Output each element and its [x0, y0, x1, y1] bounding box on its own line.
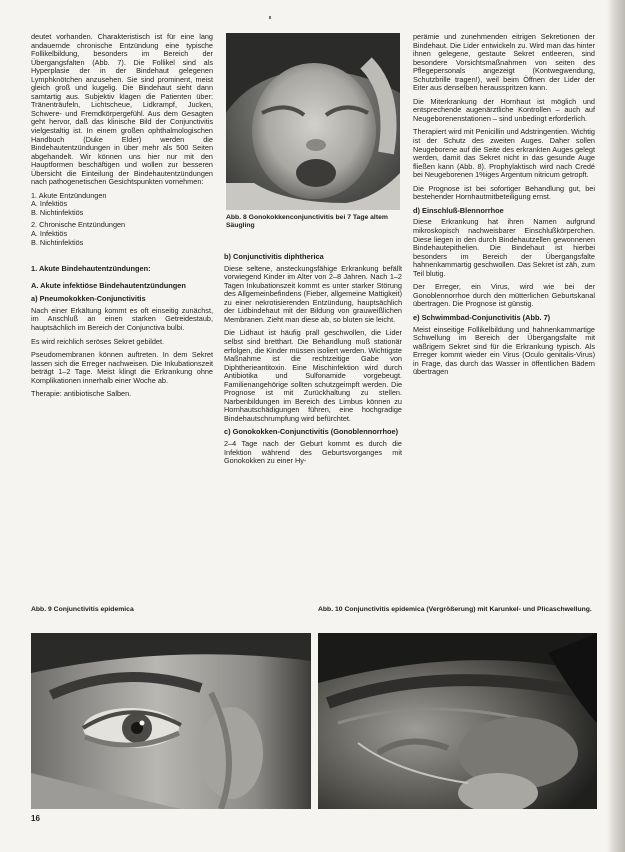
paragraph: Pseudomembranen können auftreten. In dem Sekret lassen sich die Erreger nachweisen. Die Inkubationszeit beträgt 1–2 Tage. Meist klingt die Erkrankung ohne Komplikationen innerhalb einer Woche ab. — [31, 350, 213, 385]
text-column-right — [413, 33, 595, 382]
text-column-middle — [224, 253, 402, 471]
paragraph: Nach einer Erkältung kommt es oft einseitig zunächst, im Anschluß an einen starken Getreidestaub, hauptsächlich im Bereich der Conjunctiva bulbi. — [31, 305, 213, 332]
classification-list-chronic — [31, 221, 213, 247]
figure-8-photo — [226, 33, 400, 210]
list-item: B. Nichtinfektiös — [31, 207, 84, 217]
list-item: 2. Chronische Entzündungen — [31, 220, 126, 230]
figure-9-caption: Abb. 9 Conjunctivitis epidemica — [31, 606, 134, 613]
subsection-heading: A. Akute infektiöse Bindehautentzündungen — [31, 280, 186, 290]
list-item: B. Nichtinfektiös — [31, 237, 84, 247]
section-heading: 1. Akute Bindehautentzündungen: — [31, 264, 151, 274]
list-item: A. Infektiös — [31, 229, 68, 239]
subsection-heading: b) Conjunctivitis diphtherica — [224, 252, 324, 261]
paragraph: Therapiert wird mit Penicillin und Adstringentien. Wichtig ist der Schutz des zweiten Auges. Daher sollen Neugeborene auf die Seite des erkrankten Auges gelegt werden, damit das Sekret nicht in das gesunde Auge fließen kann (Abb. 8). Prophylaktisch wird nach Credé bei Neugeborenen 1%iges Argentum nitricum getropft. — [413, 127, 595, 180]
classification-list-acute — [31, 192, 213, 218]
list-item: 1. Akute Entzündungen — [31, 190, 107, 200]
paragraph: Therapie: antibiotische Salben. — [31, 389, 132, 399]
subsection-heading: e) Schwimmbad-Conjunctivitis (Abb. 7) — [413, 312, 551, 322]
subsection-heading: d) Einschluß-Blennorrhoe — [413, 205, 504, 215]
subsection-heading: a) Pneumokokken-Conjunctivitis — [31, 294, 146, 304]
paragraph: 2–4 Tage nach der Geburt kommt es durch die Infektion während des Geburtsvorganges mit Gonokokken zu einer Hy- — [224, 439, 402, 466]
paragraph: Die Prognose ist bei sofortiger Behandlung gut, bei bestehender Hornhautmitbeteiligung ernst. — [413, 183, 595, 202]
text-column-left — [31, 33, 213, 404]
paragraph: Meist einseitige Follikelbildung und hahnenkammartige Schwellung im Bereich der Übergangsfalte mit wäßrigem Sekret sind für die Erkrankung typisch. Als Erreger kommt wieder ein Virus (Oculo genitalis-Virus) in Frage, das durch das Wasser in öffentlichen Bädern übertragen — [413, 324, 595, 377]
registration-mark — [269, 16, 271, 19]
figure-8-caption: Abb. 8 Gonokokkenconjunctivitis bei 7 Tage altem Säugling — [226, 214, 388, 229]
figure-10-photo — [318, 633, 597, 809]
paragraph: Es wird reichlich seröses Sekret gebildet. — [31, 336, 165, 346]
page-edge-shadow — [607, 0, 625, 852]
paragraph: Diese Erkrankung hat ihren Namen aufgrund mikroskopisch nachweisbarer Einschlußkörperchen. Diese liegen in den durch Bindehautzellen gewonnenen Bindehautepithelien. Die Bindehaut ist hierbei besonders im Bereich der Übergangsfalte hahnenkammartig geschwollen. Das Sekret ist zäh, zum Teil blutig. — [413, 217, 595, 278]
paragraph: Die Lidhaut ist häufig prall geschwollen, die Lider selbst sind bretthart. Die Behandlung muß stationär erfolgen, die Kinder müssen isoliert werden. Wichtigste Maßnahme ist die rechtzeitige Gabe von Diphtherieantitoxin. Eine Mischinfektion wird durch Antibiotika und Sulfonamide vorgebeugt. Familienangehörige sollten schutzgeimpft werden. Die Prognose ist mit Zurückhaltung zu stellen. Narbenbildungen im Bereich des Limbus können zu Hornhautschädigungen führen, eine hochgradige Bindehautschrumpfung wird befürchtet. — [224, 328, 402, 423]
paragraph: Diese seltene, ansteckungsfähige Erkrankung befällt vorwiegend Kinder im Alter von 2–8 Jahren. Nach 1–2 Tagen Inkubationszeit kommt es unter starker Störung des Allgemeinbefindens (Fieber, allgemeine Mattigkeit) zu einer nekrotisierenden Entzündung, hauptsächlich der Lidbindehaut mit der Bildung von grauweißlichen Membranen. Zieht man diese ab, so bluten sie leicht. — [224, 263, 402, 324]
figure-10-caption: Abb. 10 Conjunctivitis epidemica (Vergrößerung) mit Karunkel- und Plicaschwellung. — [318, 606, 592, 613]
page-number: 16 — [31, 814, 40, 823]
paragraph: perämie und zunehmenden eitrigen Sekretionen der Bindehaut. Die Lider entwickeln zu. Wird man das hinter ihnen gelegene, gestaute Sekret entleeren, sind besondere Vorsichtsmaßnahmen von seiten des Pflegepersonals angezeigt (Kontwegwendung, Schutzbrille tragen!), weil beim Öffnen der Lider der Eiter aus denselben herausspritzen kann. — [413, 32, 595, 93]
subsection-heading: c) Gonokokken-Conjunctivitis (Gonoblennorrhoe) — [224, 427, 399, 437]
paragraph: Der Erreger, ein Virus, wird wie bei der Gonoblennorrhoe durch den mütterlichen Geburtskanal übertragen. Die Prognose ist günstig. — [413, 282, 595, 309]
intro-paragraph: deutet vorhanden. Charakteristisch ist für eine lang andauernde chronische Entzündung eine typische Follikelbildung, besonders im Bereich der Übergangsfalten (Abb. 7). Die Follikel sind als Hyperplasie der in der Bindehaut gelegenen Lymphknötchen anzusehen. Sie sind prominent, meist gleich groß und kugelig. Die Bindehaut sieht dann samtartig aus. Subjektiv klagen die Patienten über: Tränenträufeln, Lichtscheue, Lidkrampf, Jucken, Schwere- und Fremdkörpergefühl. Aus dem Gesagten geht hervor, daß das klinische Bild der Conjunctivitis vielgestaltig ist. In einem großen ophthalmologischen Handbuch (Duke Elder) werden die Bindehautentzündungen in über mehr als 500 Seiten abgehandelt. Wir können uns hier nur mit den Hauptformen beschäftigen und wollen zur besseren Übersicht die Einteilung der Bindehautentzündungen nach pathogenetischen Gesichtspunkten vornehmen: — [31, 32, 213, 187]
paragraph: Die Miterkrankung der Hornhaut ist möglich und entsprechende augenärztliche Kontrollen – auch auf Neugeborenenstationen – sind unbedingt erforderlich. — [413, 96, 595, 123]
list-item: A. Infektiös — [31, 199, 68, 209]
figure-9-photo — [31, 633, 311, 809]
